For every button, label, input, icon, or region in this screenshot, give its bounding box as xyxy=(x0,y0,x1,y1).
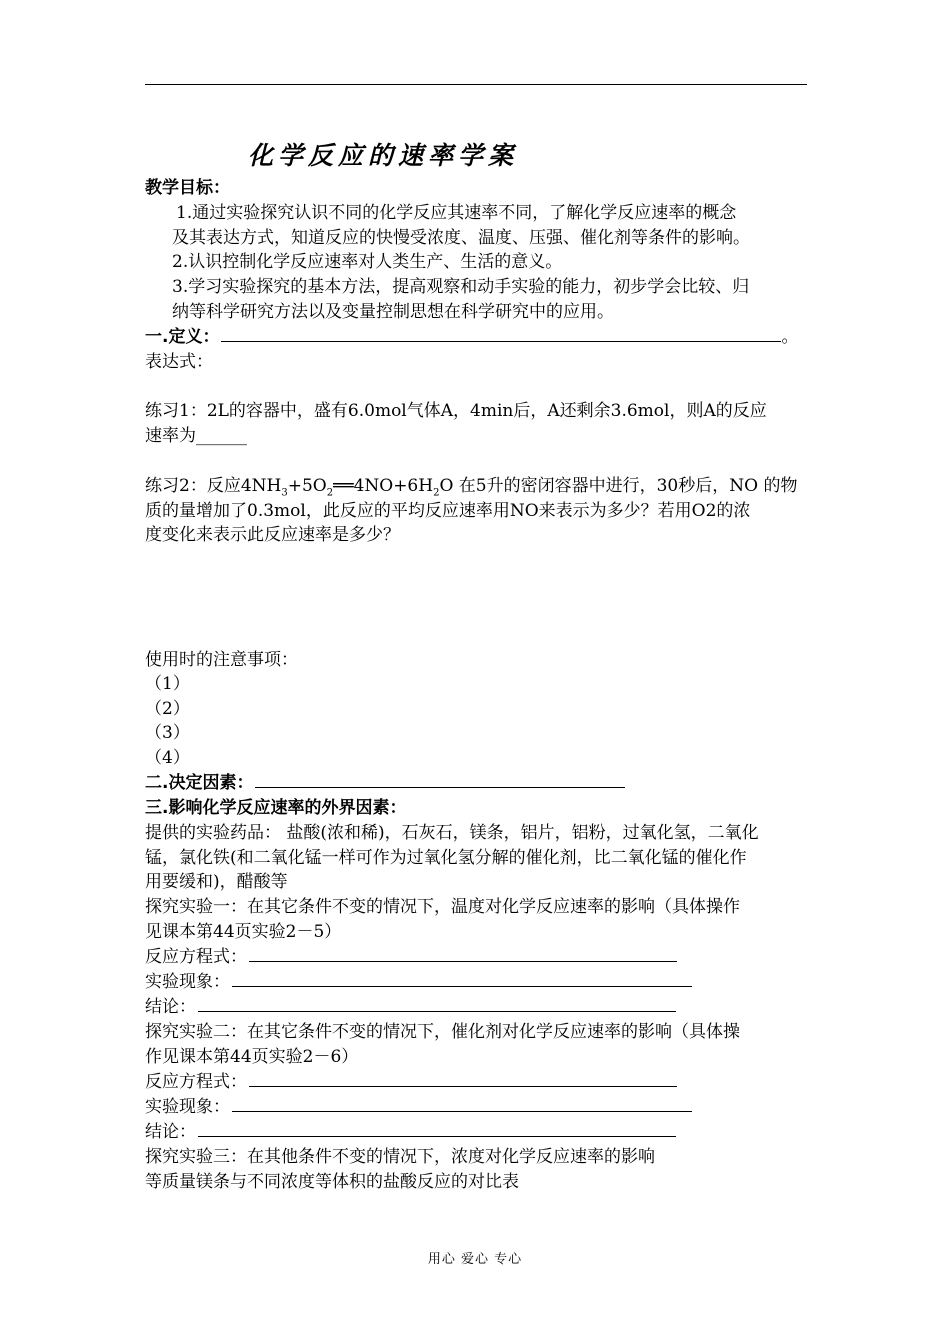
note-item-3: （3） xyxy=(145,723,190,743)
conclusion-label: 结论： xyxy=(145,1122,196,1142)
note-item-4: （4） xyxy=(145,748,190,768)
phenomenon-label: 实验现象： xyxy=(145,972,230,992)
exercise-1-line-2: 速率为______ xyxy=(145,426,247,446)
document-title: 化学反应的速率学案 xyxy=(248,141,519,170)
exp2-phenomenon-row xyxy=(145,1095,692,1119)
exp1-phenomenon-blank[interactable] xyxy=(232,970,692,987)
experiment-3-line-1: 探究实验三：在其他条件不变的情况下，浓度对化学反应速率的影响 xyxy=(145,1147,655,1167)
note-item-2: （2） xyxy=(145,699,190,719)
determining-factors-row xyxy=(145,771,625,795)
section-3-heading: 三.影响化学反应速率的外界因素： xyxy=(145,798,407,818)
notes-heading: 使用时的注意事项： xyxy=(145,650,298,670)
reagents-line-3: 用要缓和)，醋酸等 xyxy=(145,872,288,892)
definition-heading: 一.定义： xyxy=(145,327,220,347)
determining-factors-blank[interactable] xyxy=(255,771,625,788)
exercise-2-text-c: ══4NO+6H xyxy=(333,476,434,496)
equation-label: 反应方程式： xyxy=(145,1072,247,1092)
exp2-phenomenon-blank[interactable] xyxy=(232,1095,692,1112)
subscript-2a: 2 xyxy=(326,487,334,499)
section-2-heading: 二.决定因素： xyxy=(145,773,254,793)
exp2-conclusion-blank[interactable] xyxy=(198,1120,676,1137)
exp1-phenomenon-row xyxy=(145,970,692,994)
exp2-conclusion-row xyxy=(145,1120,676,1144)
experiment-1-line-1: 探究实验一：在其它条件不变的情况下，温度对化学反应速率的影响（具体操作 xyxy=(145,897,740,917)
exercise-2-text-a: 练习2：反应4NH xyxy=(145,476,282,496)
experiment-2-line-2: 作见课本第44页实验2－6） xyxy=(145,1047,359,1067)
phenomenon-label: 实验现象： xyxy=(145,1097,230,1117)
exercise-1-line-1: 练习1：2L的容器中，盛有6.0mol气体A，4min后，A还剩余3.6mol，则A的反应 xyxy=(145,401,767,421)
subscript-2b: 2 xyxy=(433,487,440,499)
page-footer: 用心 爱心 专心 xyxy=(427,1252,523,1267)
exercise-2-line-2: 质的量增加了0.3mol，此反应的平均反应速率用NO来表示为多少？若用O2的浓 xyxy=(145,501,751,521)
experiment-2-line-1: 探究实验二：在其它条件不变的情况下，催化剂对化学反应速率的影响（具体操 xyxy=(145,1022,740,1042)
exp1-equation-row xyxy=(145,945,677,969)
exp1-conclusion-blank[interactable] xyxy=(198,995,676,1012)
exercise-2-line-3: 度变化来表示此反应速率是多少？ xyxy=(145,525,400,545)
objective-3-line-2: 纳等科学研究方法以及变量控制思想在科学研究中的应用。 xyxy=(172,302,614,322)
objective-1-line-2: 及其表达方式，知道反应的快慢受浓度、温度、压强、催化剂等条件的影响。 xyxy=(172,228,750,248)
definition-end-mark: 。 xyxy=(781,327,799,347)
definition-blank[interactable] xyxy=(221,325,781,342)
definition-row xyxy=(145,325,798,349)
objectives-heading: 教学目标： xyxy=(145,178,230,198)
subscript-3: 3 xyxy=(281,487,288,499)
exercise-2-line-1 xyxy=(145,474,797,498)
equation-label: 反应方程式： xyxy=(145,947,247,967)
note-item-1: （1） xyxy=(145,674,190,694)
exercise-2-text-d: O 在5升的密闭容器中进行，30秒后，NO 的物 xyxy=(439,476,798,496)
exercise-2-text-b: +5O xyxy=(287,476,327,496)
reagents-line-2: 锰，氯化铁(和二氧化锰一样可作为过氧化氢分解的催化剂，比二氧化锰的催化作 xyxy=(145,848,747,868)
expression-label: 表达式： xyxy=(145,352,213,372)
experiment-1-line-2: 见课本第44页实验2－5） xyxy=(145,922,342,942)
objective-1-line-1: 1.通过实验探究认识不同的化学反应其速率不同，了解化学反应速率的概念 xyxy=(176,203,737,223)
experiment-3-line-2: 等质量镁条与不同浓度等体积的盐酸反应的对比表 xyxy=(145,1172,519,1192)
conclusion-label: 结论： xyxy=(145,997,196,1017)
objective-3-line-1: 3.学习实验探究的基本方法，提高观察和动手实验的能力，初步学会比较、归 xyxy=(172,277,750,297)
exp1-equation-blank[interactable] xyxy=(249,945,677,962)
objective-2: 2.认识控制化学反应速率对人类生产、生活的意义。 xyxy=(172,252,563,272)
exp2-equation-blank[interactable] xyxy=(249,1070,677,1087)
header-rule xyxy=(145,84,807,85)
exp1-conclusion-row xyxy=(145,995,676,1019)
exp2-equation-row xyxy=(145,1070,677,1094)
reagents-line-1: 提供的实验药品： 盐酸(浓和稀)，石灰石，镁条，铝片，铝粉，过氧化氢，二氧化 xyxy=(145,823,759,843)
